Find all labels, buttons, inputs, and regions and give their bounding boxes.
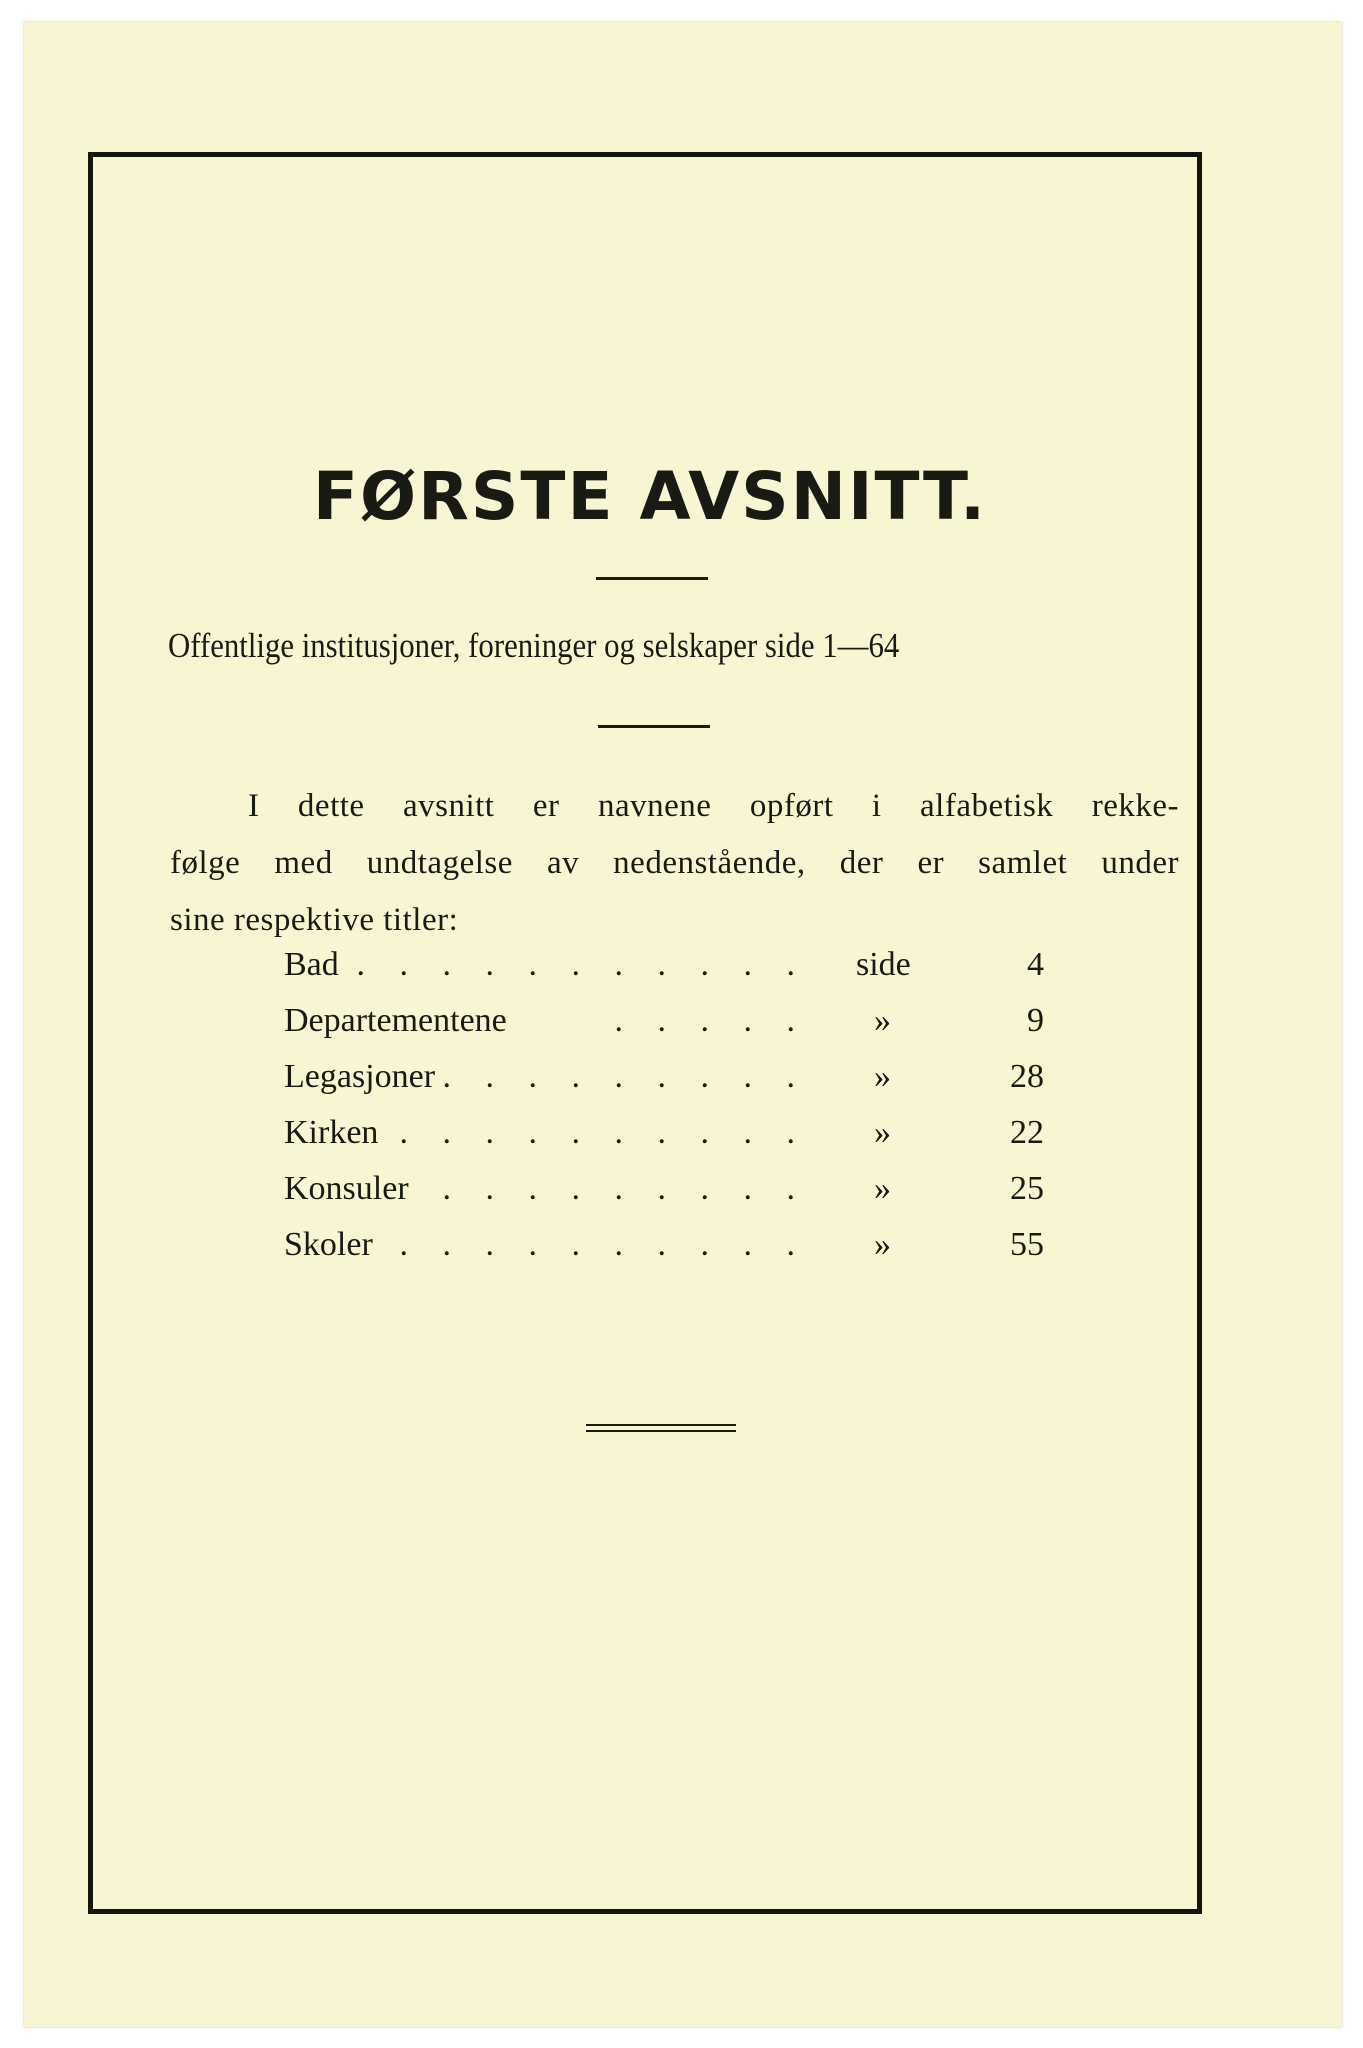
entry-title: Bad (284, 946, 339, 983)
ditto-mark: » (874, 1002, 891, 1039)
page-number: 25 (1010, 1170, 1044, 1207)
ditto-mark: » (874, 1114, 891, 1151)
page-number: 28 (1010, 1058, 1044, 1095)
entry-title: Skoler (284, 1226, 373, 1263)
paragraph-line: sine respektive titler: (170, 902, 459, 938)
paragraph-line: følge med undtagelse av nedenstående, der er samlet under (170, 845, 1179, 881)
entry-title: Kirken (284, 1114, 379, 1151)
ditto-mark: » (874, 1226, 891, 1263)
leader-dots: . . . . . (614, 1002, 808, 1039)
short-rule-bottom (598, 725, 710, 728)
leader-dots: . . . . . . . . . (442, 1170, 808, 1207)
page-number: 22 (1010, 1114, 1044, 1151)
contents-entry (284, 1114, 1044, 1170)
short-rule-top (596, 577, 708, 580)
contents-list (284, 946, 1044, 1282)
contents-entry (284, 946, 1044, 1002)
contents-entry (284, 1002, 1044, 1058)
section-subtitle: Offentlige institusjoner, foreninger og selskaper side 1—64 (168, 626, 900, 665)
entry-title: Legasjoner (284, 1058, 436, 1095)
contents-entry (284, 1058, 1044, 1114)
leader-dots: . . . . . . . . . . (399, 1114, 808, 1151)
page-number: 4 (1027, 946, 1044, 983)
page-number: 9 (1027, 1002, 1044, 1039)
entry-title: Departementene (284, 1002, 507, 1039)
intro-paragraph (170, 778, 1179, 949)
ditto-mark: » (874, 1170, 891, 1207)
entry-title: Konsuler (284, 1170, 409, 1207)
section-heading: FØRSTE AVSNITT. (312, 458, 988, 535)
contents-entry (284, 1170, 1044, 1226)
leader-dots: . . . . . . . . . . (399, 1226, 808, 1263)
paragraph-line: I dette avsnitt er navnene opført i alfabetisk rekke- (248, 788, 1179, 824)
page-reference-word: side (856, 946, 911, 983)
ditto-mark: » (874, 1058, 891, 1095)
page-number: 55 (1010, 1226, 1044, 1263)
closing-double-rule (586, 1424, 736, 1432)
leader-dots: . . . . . . . . . (442, 1058, 808, 1095)
contents-entry (284, 1226, 1044, 1282)
leader-dots: . . . . . . . . . . . (356, 946, 808, 983)
